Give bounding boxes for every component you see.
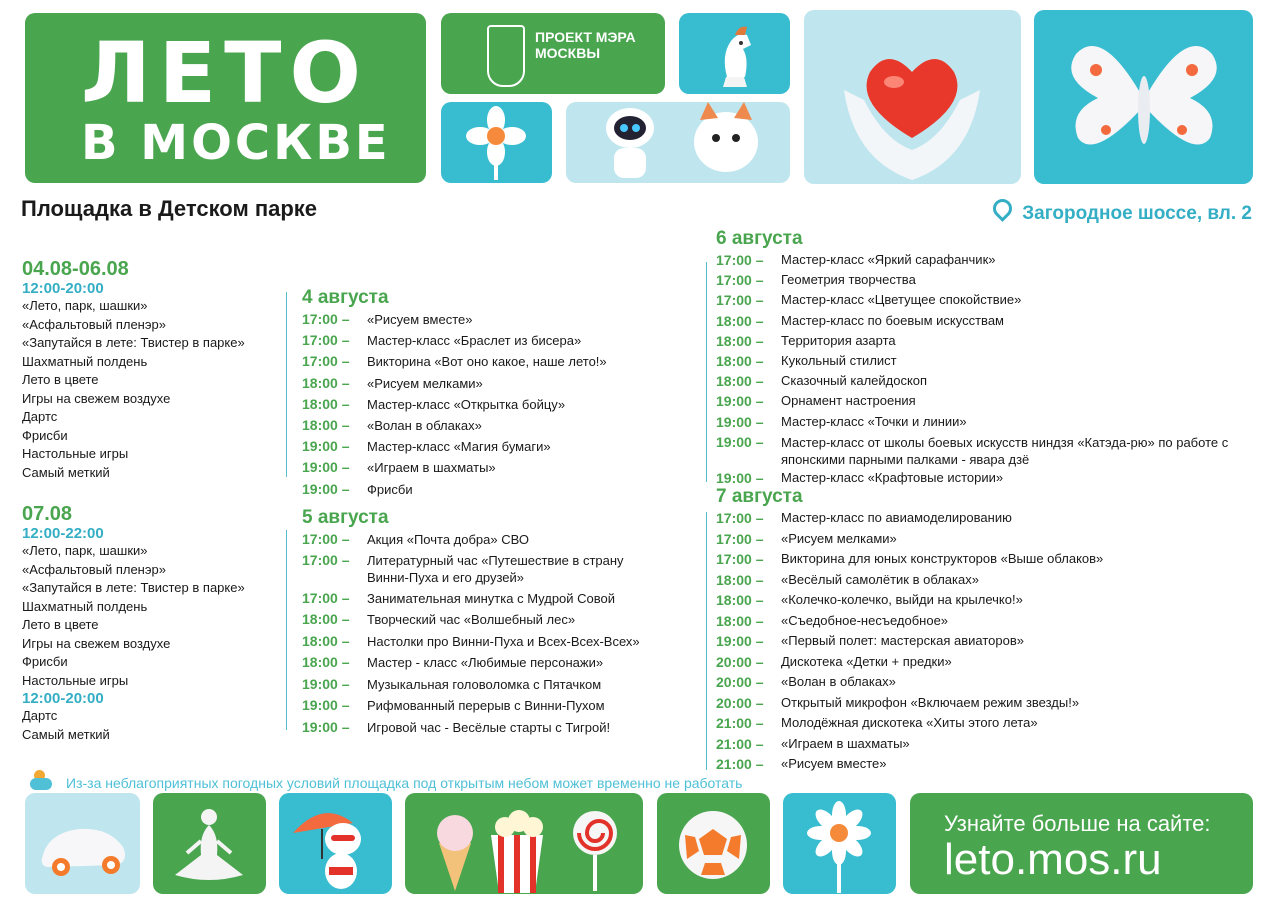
event-time: 19:00 – <box>302 675 350 692</box>
website-prompt: Узнайте больше на сайте: <box>944 811 1211 836</box>
event-title: Мастер-класс от школы боевых искусств ниндзя «Катэда-рю» по работе с японскими парными палками - явара дзё <box>781 434 1229 467</box>
event-title: Фрисби <box>367 481 413 497</box>
event-time: 17:00 – <box>716 510 764 526</box>
day-heading: 7 августа <box>716 486 803 507</box>
event-time: 17:00 – <box>302 332 350 349</box>
toy-car-image <box>25 793 140 894</box>
divider <box>286 292 287 477</box>
time-range: 12:00-20:00 <box>22 690 104 707</box>
event-time: 18:00 – <box>716 312 764 329</box>
day-heading: 6 августа <box>716 228 803 249</box>
event-title: Орнамент настроения <box>781 393 916 409</box>
event-time: 19:00 – <box>716 469 764 486</box>
ice-cream-popcorn-lollipop-image <box>405 793 643 894</box>
soccer-ball-image <box>657 793 770 894</box>
event-time: 18:00 – <box>302 654 350 670</box>
event-title: Настолки про Винни-Пуха и Всех-Всех-Всех» <box>367 633 640 649</box>
event-row <box>716 412 1246 432</box>
event-row <box>302 479 692 500</box>
event-row <box>716 371 1246 391</box>
day-schedule-aug-5 <box>302 507 692 738</box>
project-label: ПРОЕКТ МЭРА МОСКВЫ <box>535 29 636 61</box>
event-time: 21:00 – <box>716 756 764 772</box>
event-row <box>302 415 692 436</box>
event-time: 19:00 – <box>302 718 350 735</box>
event-row <box>302 309 692 330</box>
event-row <box>716 351 1246 371</box>
event-row <box>716 508 1246 529</box>
event-row <box>716 549 1246 570</box>
event-time: 18:00 – <box>302 632 350 649</box>
list-item: Лето в цвете <box>22 372 99 387</box>
list-item: Лето в цвете <box>22 617 99 632</box>
event-row <box>302 631 692 653</box>
list-item: Шахматный полдень <box>22 598 148 614</box>
event-time: 20:00 – <box>716 653 764 670</box>
event-title: Мастер-класс «Яркий сарафанчик» <box>781 252 996 267</box>
day-schedule-aug-4 <box>302 287 692 500</box>
event-title: Акция «Почта добра» СВО <box>367 532 529 547</box>
yoga-figure-image <box>153 793 266 894</box>
event-time: 19:00 – <box>302 438 350 455</box>
list-item: «Лето, парк, шашки» <box>22 543 148 558</box>
event-time: 18:00 – <box>716 612 764 629</box>
event-row <box>716 331 1246 351</box>
event-row <box>302 674 692 696</box>
event-title: «Волан в облаках» <box>781 674 896 689</box>
list-item: Игры на свежем воздухе <box>22 635 171 651</box>
event-row <box>716 468 1246 488</box>
event-time: 20:00 – <box>716 694 764 711</box>
day-schedule-aug-7 <box>716 486 1246 775</box>
event-title: Литературный час «Путешествие в страну Винни-Пуха и его друзей» <box>367 553 624 585</box>
event-title: «Играем в шахматы» <box>367 460 496 476</box>
event-row <box>302 394 692 415</box>
event-row <box>716 631 1246 652</box>
title-line-2: В МОСКВЕ <box>81 115 391 171</box>
divider <box>706 262 707 482</box>
event-row <box>716 432 1246 468</box>
venue-title: Площадка в Детском парке <box>21 196 318 221</box>
event-title: «Весёлый самолётик в облаках» <box>781 571 979 587</box>
heart-in-hands-image <box>804 10 1021 184</box>
list-item: Дартс <box>22 409 58 424</box>
address-text: Загородное шоссе, вл. 2 <box>1022 203 1252 224</box>
event-title: Мастер-класс «Магия бумаги» <box>367 439 551 455</box>
event-row <box>716 529 1246 550</box>
event-title: Дискотека «Детки + предки» <box>781 653 952 669</box>
event-title: «Съедобное-несъедобное» <box>781 612 949 628</box>
list-item: Дартс <box>22 708 58 723</box>
event-row <box>716 611 1246 632</box>
cat-with-umbrella-image <box>279 793 392 894</box>
mayor-project-badge <box>441 13 665 94</box>
event-title: Мастер-класс по боевым искусствам <box>781 312 1004 328</box>
event-row <box>716 391 1246 411</box>
time-range: 12:00-22:00 <box>22 525 104 542</box>
event-title: Занимательная минутка с Мудрой Совой <box>367 591 616 606</box>
event-title: Открытый микрофон «Включаем режим звезды!» <box>781 694 1080 710</box>
event-title: Мастер-класс по авиамоделированию <box>781 510 1012 525</box>
website-link[interactable]: leto.mos.ru <box>944 835 1162 884</box>
event-row <box>716 270 1246 290</box>
event-row <box>716 672 1246 693</box>
event-row <box>716 570 1246 591</box>
day-heading: 4 августа <box>302 287 389 308</box>
event-row <box>716 290 1246 310</box>
event-time: 18:00 – <box>716 373 764 390</box>
general-schedule-block-1 <box>22 258 284 482</box>
event-row <box>302 457 692 478</box>
event-time: 19:00 – <box>302 459 350 476</box>
event-row <box>302 609 692 631</box>
event-title: «Рисуем мелками» <box>367 375 483 391</box>
weather-notice-text: Из-за неблагоприятных погодных условий площадка под открытым небом может временно не работать <box>66 775 743 791</box>
event-row <box>716 754 1246 775</box>
event-row <box>302 330 692 351</box>
event-row <box>302 373 692 394</box>
divider <box>706 512 707 770</box>
event-title: Геометрия творчества <box>781 272 916 288</box>
event-title: Мастер-класс «Браслет из бисера» <box>367 333 582 349</box>
event-row <box>716 250 1246 270</box>
event-row <box>302 351 692 372</box>
event-time: 21:00 – <box>716 735 764 752</box>
event-title: «Рисуем вместе» <box>781 756 887 771</box>
hero-banner <box>25 13 426 183</box>
event-title: Мастер-класс «Крафтовые истории» <box>781 469 1004 485</box>
event-time: 17:00 – <box>302 311 350 327</box>
event-time: 19:00 – <box>302 697 350 713</box>
event-time: 18:00 – <box>302 611 350 627</box>
event-time: 17:00 – <box>716 551 764 567</box>
event-time: 17:00 – <box>716 530 764 547</box>
list-item: Игры на свежем воздухе <box>22 390 171 406</box>
event-title: Кукольный стилист <box>781 353 897 369</box>
list-item: Шахматный полдень <box>22 353 148 369</box>
event-time: 18:00 – <box>716 571 764 588</box>
divider <box>286 530 287 730</box>
event-row <box>716 734 1246 755</box>
event-title: «Играем в шахматы» <box>781 735 910 751</box>
event-time: 17:00 – <box>716 272 764 289</box>
flower-image <box>441 102 552 183</box>
list-item: Фрисби <box>22 654 68 669</box>
moscow-coat-of-arms-icon <box>487 25 525 87</box>
day-schedule-aug-6 <box>716 228 1246 488</box>
event-time: 19:00 – <box>302 480 350 497</box>
weather-notice <box>30 775 742 791</box>
event-title: Сказочный калейдоскоп <box>781 373 928 389</box>
location-pin-icon <box>989 195 1016 222</box>
list-item: «Запутайся в лете: Твистер в парке» <box>22 335 245 350</box>
event-time: 19:00 – <box>716 433 764 450</box>
list-item: «Лето, парк, шашки» <box>22 298 148 313</box>
event-time: 17:00 – <box>302 531 350 547</box>
list-item: «Асфальтовый пленэр» <box>22 561 166 577</box>
event-title: Территория азарта <box>781 332 896 348</box>
robot-and-dog-image <box>566 102 790 183</box>
list-item: Настольные игры <box>22 672 129 688</box>
address <box>993 199 1252 225</box>
event-title: Викторина для юных конструкторов «Выше облаков» <box>781 551 1104 566</box>
event-row <box>302 588 692 609</box>
event-time: 18:00 – <box>716 353 764 370</box>
event-row <box>302 529 692 550</box>
list-item: «Запутайся в лете: Твистер в парке» <box>22 580 245 595</box>
event-row <box>302 717 692 739</box>
event-time: 17:00 – <box>716 292 764 309</box>
chess-knight-image <box>679 13 790 94</box>
event-time: 18:00 – <box>302 374 350 391</box>
list-item: Фрисби <box>22 427 68 443</box>
daisy-flower-image <box>783 793 896 894</box>
event-title: Викторина «Вот оно какое, наше лето!» <box>367 354 607 370</box>
list-item: «Асфальтовый пленэр» <box>22 316 166 332</box>
event-time: 19:00 – <box>716 393 764 410</box>
event-row <box>302 652 692 674</box>
date: 07.08 <box>22 503 73 525</box>
event-time: 21:00 – <box>716 715 764 731</box>
event-time: 17:00 – <box>716 252 764 268</box>
list-item: Настольные игры <box>22 446 129 461</box>
event-time: 17:00 – <box>302 590 350 606</box>
event-title: Мастер-класс «Точки и линии» <box>781 413 967 429</box>
event-row <box>716 311 1246 331</box>
event-time: 20:00 – <box>716 674 764 690</box>
title-line-1: ЛЕТО <box>81 24 369 122</box>
event-row <box>302 436 692 457</box>
event-title: «Первый полет: мастерская авиаторов» <box>781 633 1024 648</box>
event-time: 19:00 – <box>716 413 764 430</box>
event-time: 17:00 – <box>302 353 350 370</box>
event-time: 18:00 – <box>302 417 350 434</box>
website-promo <box>910 793 1253 894</box>
time-range: 12:00-20:00 <box>22 280 104 297</box>
event-row <box>716 693 1246 714</box>
event-time: 17:00 – <box>302 552 350 568</box>
butterfly-image <box>1034 10 1253 184</box>
date-range: 04.08-06.08 <box>22 258 129 280</box>
event-title: Мастер-класс «Цветущее спокойствие» <box>781 292 1022 308</box>
general-schedule-block-2 <box>22 503 284 744</box>
event-time: 18:00 – <box>716 332 764 349</box>
event-title: Молодёжная дискотека «Хиты этого лета» <box>781 715 1038 730</box>
event-row <box>716 713 1246 734</box>
event-title: Игровой час - Весёлые старты с Тигрой! <box>367 719 611 735</box>
event-time: 18:00 – <box>716 592 764 608</box>
event-title: Рифмованный перерыв с Винни-Пухом <box>367 698 605 713</box>
event-title: «Рисуем вместе» <box>367 312 473 327</box>
event-title: «Рисуем мелками» <box>781 530 897 546</box>
list-item: Самый меткий <box>22 464 110 480</box>
day-heading: 5 августа <box>302 507 389 528</box>
event-title: Музыкальная головоломка с Пятачком <box>367 676 602 692</box>
event-row <box>302 550 692 588</box>
event-title: «Волан в облаках» <box>367 418 482 434</box>
event-title: Мастер-класс «Открытка бойцу» <box>367 396 566 412</box>
weather-cloud-icon <box>30 778 52 790</box>
event-title: Мастер - класс «Любимые персонажи» <box>367 655 604 670</box>
event-row <box>302 695 692 717</box>
event-title: «Колечко-колечко, выйди на крылечко!» <box>781 592 1023 607</box>
event-row <box>716 652 1246 673</box>
list-item: Самый меткий <box>22 726 110 742</box>
event-row <box>716 590 1246 611</box>
event-time: 18:00 – <box>302 395 350 412</box>
event-time: 19:00 – <box>716 633 764 649</box>
event-title: Творческий час «Волшебный лес» <box>367 612 576 627</box>
